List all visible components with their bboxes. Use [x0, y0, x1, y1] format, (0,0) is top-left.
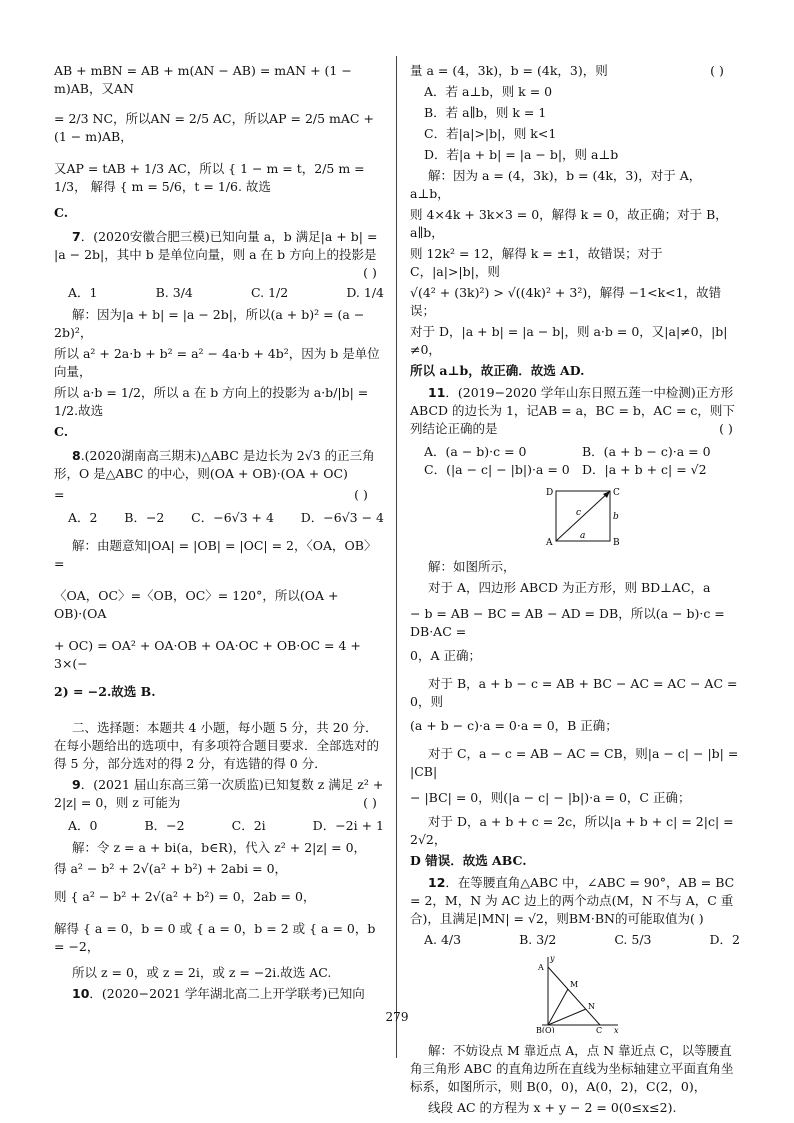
q11-options	[410, 443, 740, 479]
label-vec-c: c	[576, 508, 582, 518]
q7-text: ．(2020安徽合肥三模)已知向量 a，b 满足|a + b| = |a − 2b|，其中 b 是单位向量，则 a 在 b 方向上的投影是	[54, 229, 378, 262]
q12-option-b: B. 3/2	[519, 932, 557, 947]
q11-answer-paren: ( )	[719, 421, 733, 436]
q11-solution-4: 0，A 正确；	[410, 648, 481, 663]
q10-solution-5: 对于 D，|a + b| = |a − b|，则 a·b = 0，又|a|≠0，|b|≠0，	[410, 324, 728, 357]
q12-solution-1: 解：不妨设点 M 靠近点 A，点 N 靠近点 C，以等腰直角三角形 ABC 的直角边所在直线为坐标轴建立平面直角坐标系，如图所示，则 B(0，0)，A(0，2)，C(2，0)，	[410, 1043, 734, 1094]
q10-answer-paren: ( )	[710, 63, 724, 78]
q10-solution-1: 解：因为 a = (4，3k)，b = (4k，3)，对于 A，a⊥b，	[410, 168, 702, 201]
q8-option-b: B．−2	[124, 510, 165, 525]
page-number: 279	[385, 1010, 409, 1024]
q7-number: 7	[72, 229, 81, 244]
q8-solution-2: 〈OA，OC〉=〈OB，OC〉= 120°，所以(OA + OB)·(OA	[54, 588, 339, 621]
q7-solution-3: 所以 a·b = 1/2，所以 a 在 b 方向上的投影为 a·b/|b| = 1/2.故选	[54, 385, 369, 418]
q7-option-b: B. 3/4	[155, 285, 193, 300]
q11-solution-6: (a + b − c)·a = 0·a = 0，B 正确；	[410, 718, 618, 733]
q11-option-b: B．(a + b − c)·a = 0	[582, 444, 711, 459]
q11-option-a: A．(a − b)·c = 0	[424, 444, 527, 459]
q11-option-c: C．(|a − c| − |b|)·a = 0	[424, 462, 570, 477]
q9-solution-3: 则 { a² − b² + 2√(a² + b²) = 0，2ab = 0，	[54, 889, 316, 904]
q10-text: ．(2020−2021 学年湖北高二上开学联考)已知向	[89, 986, 365, 1001]
q9-solution-2: 得 a² − b² + 2√(a² + b²) + 2abi = 0，	[54, 861, 288, 876]
q10-number: 10	[72, 986, 90, 1001]
question-9	[54, 776, 384, 982]
question-12	[410, 874, 740, 1117]
label-c: C	[613, 488, 620, 498]
question-7	[54, 228, 384, 441]
q8-text: .(2020湖南高三期末)△ABC 是边长为 2√3 的正三角形，O 是△ABC 的中心，则(OA + OB)·(OA + OC)	[54, 448, 375, 481]
label-x: x	[614, 1026, 619, 1033]
q8-option-d: D．−6√3 − 4	[300, 510, 384, 525]
q8-options	[54, 509, 384, 527]
q7-options	[54, 284, 384, 302]
q9-option-b: B．−2	[144, 818, 185, 833]
label-c: C	[596, 1026, 603, 1033]
q8-solution-3: + OC) = OA² + OA·OB + OA·OC + OB·OC = 4 + 3×(−	[54, 638, 361, 671]
label-m: M	[570, 980, 579, 989]
line-1: AB + mBN = AB + m(AN − AB) = mAN + (1 − m)AB，又AN	[54, 63, 352, 96]
line-3: 又AP = tAB + 1/3 AC，所以 { 1 − m = t，2/5 m = 1/3， 解得 { m = 5/6，t = 1/6. 故选	[54, 161, 365, 194]
q7-solution-1: 解：因为|a + b| = |a − 2b|，所以(a + b)² = (a − 2b)²，	[54, 307, 365, 340]
q11-solution-9: 对于 D，a + b + c = 2c，所以|a + b + c| = 2|c| = 2√2，	[410, 814, 734, 847]
label-vec-a: a	[580, 531, 586, 541]
q10-solution-3: 则 12k² = 12，解得 k = ±1，故错误；对于 C，|a|>|b|，则	[410, 246, 663, 279]
q11-solution-5: 对于 B，a + b − c = AB + BC − AC = AC − AC = 0，则	[410, 676, 738, 709]
q12-solution-2: 线段 AC 的方程为 x + y − 2 = 0(0≤x≤2).	[428, 1100, 677, 1115]
q9-options	[54, 817, 384, 835]
q12-option-c: C. 5/3	[614, 932, 652, 947]
q9-solution-4: 解得 { a = 0，b = 0 或 { a = 0，b = 2 或 { a = 0，b = −2，	[54, 921, 376, 954]
q8-text-2: =	[54, 487, 65, 502]
q11-number: 11	[428, 385, 446, 400]
q10-option-c: C．若|a|>|b|，则 k<1	[424, 126, 557, 141]
section-heading: 二、选择题：本题共 4 小题，每小题 5 分，共 20 分．在每小题给出的选项中，有多项符合题目要求．全部选对的得 5 分，部分选对的得 2 分，有选错的得 0 分．	[54, 720, 380, 771]
column-divider	[396, 56, 397, 1058]
left-column	[54, 62, 384, 1006]
label-a: A	[538, 963, 544, 972]
q8-solution-1: 解：由题意知|OA| = |OB| = |OC| = 2，〈OA，OB〉=	[54, 538, 377, 571]
q8-number: 8	[72, 448, 81, 463]
q11-option-d: D．|a + b + c| = √2	[582, 462, 707, 477]
q7-option-c: C. 1/2	[251, 285, 289, 300]
label-vec-b: b	[613, 512, 619, 522]
q9-solution-5: 所以 z = 0，或 z = 2i，或 z = −2i.故选 AC.	[72, 965, 332, 980]
line-2: = 2/3 NC，所以AN = 2/5 AC，所以AP = 2/5 mAC + (1 − m)AB，	[54, 111, 374, 144]
q8-answer-paren: ( )	[354, 487, 368, 502]
q11-solution-2: 对于 A，四边形 ABCD 为正方形，则 BD⊥AC，a	[428, 580, 711, 595]
q12-option-a: A. 4/3	[424, 932, 462, 947]
question-11	[410, 384, 740, 870]
label-d: D	[546, 488, 554, 498]
q10-option-a: A．若 a⊥b，则 k = 0	[424, 84, 553, 99]
right-column	[410, 62, 740, 1120]
q11-solution-3: − b = AB − BC = AB − AD = DB，所以(a − b)·c = DB·AC =	[410, 606, 725, 639]
q10-option-b: B．若 a∥b，则 k = 1	[424, 105, 547, 120]
q7-solution-4: C.	[54, 424, 69, 439]
q9-option-d: D．−2i + 1	[312, 818, 384, 833]
q11-text: ．(2019−2020 学年山东日照五莲一中检测)正方形 ABCD 的边长为 1，记AB = a，BC = b，AC = c，则下列结论正确的是	[410, 385, 735, 436]
q10-solution-4: √(4² + (3k)²) > √((4k)² + 3²)，解得 −1<k<1，故错误；	[410, 285, 722, 318]
q11-solution-1: 解：如图所示，	[428, 559, 516, 574]
q10-solution-2: 则 4×4k + 3k×3 = 0，解得 k = 0，故正确；对于 B，a∥b，	[410, 207, 728, 240]
label-b: B	[613, 538, 620, 548]
label-a: A	[546, 538, 553, 548]
question-8	[54, 447, 384, 701]
q10-option-d: D．若|a + b| = |a − b|，则 a⊥b	[424, 147, 619, 162]
q12-option-d: D．2	[709, 932, 740, 947]
q8-solution-4: 2) = −2.故选 B.	[54, 684, 156, 699]
q11-solution-10: D 错误．故选 ABC.	[410, 853, 527, 868]
q12-options	[410, 931, 740, 949]
label-b: B(O)	[536, 1026, 555, 1033]
q11-solution-8: − |BC| = 0，则(|a − c| − |b|)·a = 0，C 正确；	[410, 790, 691, 805]
q12-number: 12	[428, 875, 446, 890]
q8-option-a: A．2	[68, 510, 98, 525]
square-figure	[410, 483, 740, 554]
q10-text-cont: 量 a = (4，3k)，b = (4k，3)，则	[410, 63, 608, 78]
q9-answer-paren: ( )	[363, 795, 377, 810]
q7-option-d: D. 1/4	[346, 285, 384, 300]
q9-option-a: A．0	[68, 818, 98, 833]
q10-solution-6: 所以 a⊥b，故正确．故选 AD.	[410, 363, 585, 378]
triangle-figure	[410, 953, 740, 1038]
q11-solution-7: 对于 C，a − c = AB − AC = CB，则|a − c| − |b| = |CB|	[410, 746, 739, 779]
q9-text: ．(2021 届山东高三第一次质监)已知复数 z 满足 z² + 2|z| = 0，则 z 可能为	[54, 777, 384, 810]
square-diagram	[544, 483, 624, 549]
q9-number: 9	[72, 777, 81, 792]
label-n: N	[588, 1002, 595, 1011]
q8-option-c: C．−6√3 + 4	[191, 510, 274, 525]
q7-answer-paren: ( )	[363, 265, 377, 280]
label-y: y	[550, 954, 555, 963]
q9-solution-1: 解：令 z = a + bi(a，b∈R)，代入 z² + 2|z| = 0，	[72, 840, 367, 855]
q7-solution-2: 所以 a² + 2a·b + b² = a² − 4a·b + 4b²，因为 b 是单位向量，	[54, 346, 380, 379]
q7-option-a: A．1	[68, 285, 98, 300]
q12-text: ．在等腰直角△ABC 中，∠ABC = 90°，AB = BC = 2，M，N 为 AC 边上的两个动点(M，N 不与 A，C 重合)，且满足|MN| = √2，则BM·BN的可能取值为( )	[410, 875, 735, 926]
line-4: C.	[54, 205, 69, 220]
q9-option-c: C．2i	[231, 818, 266, 833]
